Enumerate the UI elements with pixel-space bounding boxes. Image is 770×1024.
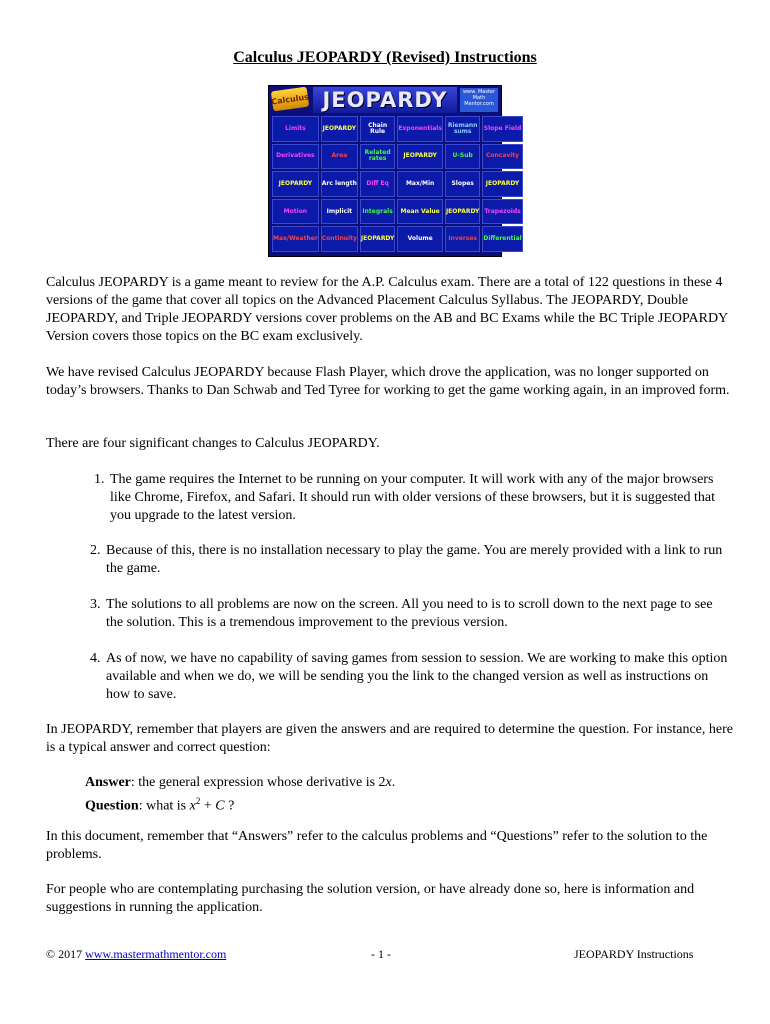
example-answer: Answer: the general expression whose derivative is 2x. — [85, 775, 396, 790]
board-category-cell: Trapezoids — [482, 199, 522, 225]
calculus-logo: Calculus — [271, 87, 309, 112]
board-category-cell: Arc length — [321, 171, 358, 197]
document-title: Calculus JEOPARDY (Revised) Instructions — [233, 49, 537, 66]
footer-copyright: © 2017 www.mastermathmentor.com — [46, 947, 227, 961]
jeopardy-logo: JEOPARDY — [313, 87, 457, 113]
board-category-cell: JEOPARDY — [360, 226, 395, 252]
site-logo: www. Master Math Mentor.com — [460, 88, 498, 112]
changes-intro: There are four significant changes to Calculus JEOPARDY. — [46, 436, 380, 451]
board-category-cell: Max/Min — [397, 171, 443, 197]
board-category-cell: Limits — [272, 116, 319, 142]
board-category-cell: U-Sub — [445, 144, 480, 170]
board-category-cell: JEOPARDY — [445, 199, 480, 225]
change-item-2: 2. Because of this, there is no installation necessary to play the game. You are merely provided with a link to run the game. — [90, 543, 723, 576]
document-note-paragraph: In this document, remember that “Answers” refer to the calculus problems and “Questions” refer to the solution to the problems. — [46, 829, 708, 862]
purchase-paragraph: For people who are contemplating purchasing the solution version, or have already done so, here is information and suggestions in running the application. — [46, 882, 695, 915]
board-category-cell: Volume — [397, 226, 443, 252]
board-category-cell: Max/Weather — [272, 226, 319, 252]
board-category-cell: Related rates — [360, 144, 395, 170]
board-category-cell: Riemann sums — [445, 116, 480, 142]
board-category-cell: Concavity — [482, 144, 522, 170]
board-category-cell: Integrals — [360, 199, 395, 225]
board-category-cell: Differential — [482, 226, 522, 252]
board-category-cell: Motion — [272, 199, 319, 225]
board-category-cell: Chain Rule — [360, 116, 395, 142]
jeopardy-board-image — [268, 85, 522, 257]
board-category-cell: JEOPARDY — [272, 171, 319, 197]
change-item-1: 1. The game requires the Internet to be running on your computer. It will work with any of the major browsers like Chrome, Firefox, and Safari. It should run with older versions of these browsers, but it is suggested that you upgrade to the latest version. — [94, 472, 716, 523]
intro-paragraph: Calculus JEOPARDY is a game meant to review for the A.P. Calculus exam. There are a total of 122 questions in these 4 versions of the game that cover all topics on the Advanced Placement Calculus Syllabus. The JEOPARDY, Double JEOPARDY, and Triple JEOPARDY versions cover problems on the AB and BC Exams while the BC Triple JEOPARDY Version covers those topics on the BC exam exclusively. — [46, 275, 728, 344]
board-category-cell: Slopes — [445, 171, 480, 197]
board-category-cell: Derivatives — [272, 144, 319, 170]
board-category-cell: JEOPARDY — [321, 116, 358, 142]
board-category-cell: Continuity — [321, 226, 358, 252]
board-category-cell: Diff Eq — [360, 171, 395, 197]
board-category-cell: Mean Value — [397, 199, 443, 225]
board-category-cell: JEOPARDY — [397, 144, 443, 170]
board-category-cell: Area — [321, 144, 358, 170]
footer-doc-title: JEOPARDY Instructions — [574, 947, 694, 961]
rules-paragraph: In JEOPARDY, remember that players are given the answers and are required to determine the question. For instance, here is a typical answer and correct question: — [46, 722, 733, 755]
board-category-cell: Implicit — [321, 199, 358, 225]
board-category-cell: Slope Field — [482, 116, 522, 142]
change-item-4: 4. As of now, we have no capability of saving games from session to session. We are working to make this option available and when we do, we will be sending you the link to the changed version as well as instructions on how to save. — [90, 651, 728, 702]
board-category-cell: JEOPARDY — [482, 171, 522, 197]
board-category-cell: Inverses — [445, 226, 480, 252]
example-question: Question: what is $x^2 + C$ ? — [85, 796, 235, 814]
change-item-3: 3. The solutions to all problems are now on the screen. All you need to is to scroll down to the next page to see the solution. This is a tremendous improvement to the previous version. — [90, 597, 713, 630]
footer-page-number: - 1 - — [371, 947, 391, 961]
footer-website-link[interactable]: www.mastermathmentor.com — [85, 947, 227, 961]
revised-paragraph: We have revised Calculus JEOPARDY because Flash Player, which drove the application, was no longer supported on today’s browsers. Thanks to Dan Schwab and Ted Tyree for working to get the game working again, in an improved form. — [46, 365, 730, 398]
category-grid — [272, 116, 522, 252]
board-category-cell: Exponentials — [397, 116, 443, 142]
